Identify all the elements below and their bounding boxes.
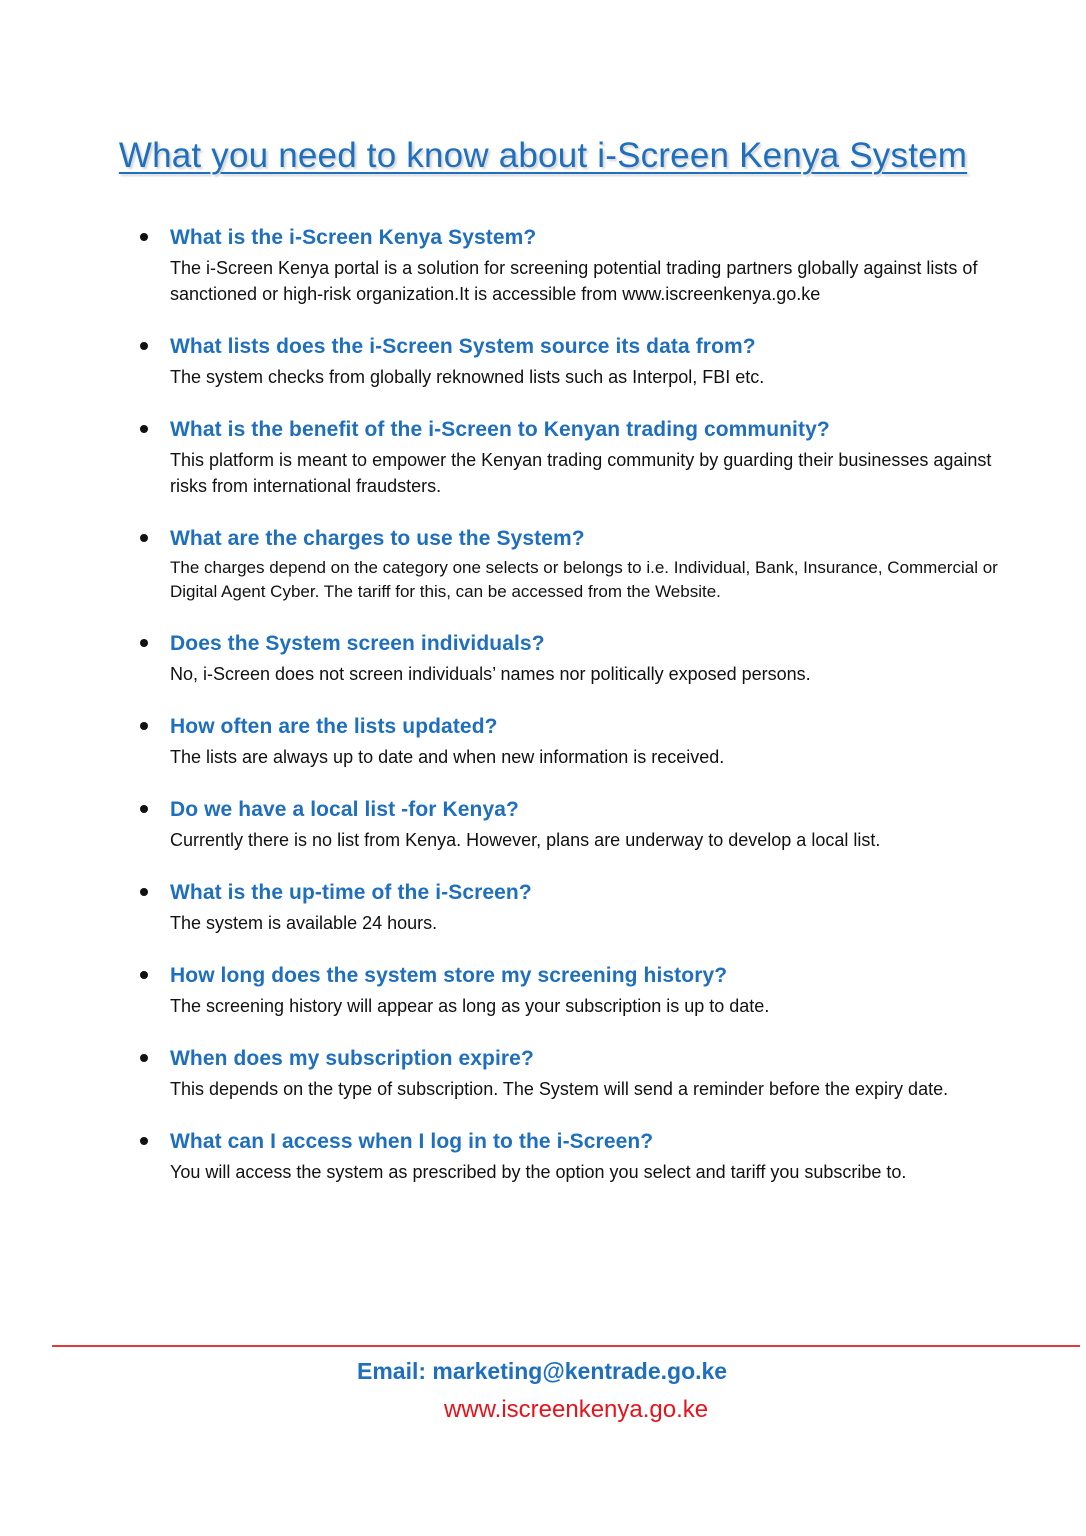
bullet-icon bbox=[140, 342, 148, 350]
bullet-icon bbox=[140, 805, 148, 813]
faq-item bbox=[140, 413, 1020, 499]
faq-question: What is the i-Screen Kenya System? bbox=[170, 226, 537, 249]
faq-answer: The lists are always up to date and when new information is received. bbox=[170, 747, 725, 767]
bullet-icon bbox=[140, 1137, 148, 1145]
bullet-icon bbox=[140, 233, 148, 241]
bullet-icon bbox=[140, 639, 148, 647]
faq-answer: The system is available 24 hours. bbox=[170, 913, 438, 933]
faq-list bbox=[140, 221, 1020, 1208]
faq-item bbox=[140, 959, 1020, 1019]
bullet-icon bbox=[140, 722, 148, 730]
faq-answer: The screening history will appear as long as your subscription is up to date. bbox=[170, 996, 770, 1016]
faq-answer: The i-Screen Kenya portal is a solution for screening potential trading partners globally against lists of sanctioned or high-risk organization.It is accessible from www.iscreenkenya.go.ke bbox=[170, 258, 978, 304]
bullet-icon bbox=[140, 425, 148, 433]
faq-question: What lists does the i-Screen System source its data from? bbox=[170, 335, 756, 358]
faq-answer: Currently there is no list from Kenya. However, plans are underway to develop a local list. bbox=[170, 830, 881, 850]
faq-question: When does my subscription expire? bbox=[170, 1047, 534, 1070]
faq-question: What are the charges to use the System? bbox=[170, 527, 585, 550]
contact-email: Email: marketing@kentrade.go.ke bbox=[357, 1358, 728, 1384]
page-title: What you need to know about i-Screen Kenya System bbox=[118, 136, 968, 175]
faq-item bbox=[140, 793, 1020, 853]
faq-item bbox=[140, 627, 1020, 687]
faq-question: What can I access when I log in to the i-Screen? bbox=[170, 1130, 654, 1153]
footer-divider bbox=[52, 1345, 1080, 1347]
faq-answer: The system checks from globally reknowned lists such as Interpol, FBI etc. bbox=[170, 367, 765, 387]
faq-question: How often are the lists updated? bbox=[170, 715, 498, 738]
faq-answer: No, i-Screen does not screen individuals’ names nor politically exposed persons. bbox=[170, 664, 811, 684]
website-link[interactable]: www.iscreenkenya.go.ke bbox=[444, 1396, 709, 1423]
faq-item bbox=[140, 1125, 1020, 1185]
faq-item bbox=[140, 330, 1020, 390]
faq-question: What is the up-time of the i-Screen? bbox=[170, 881, 532, 904]
faq-answer: You will access the system as prescribed by the option you select and tariff you subscribe to. bbox=[170, 1162, 907, 1182]
faq-item bbox=[140, 1042, 1020, 1102]
bullet-icon bbox=[140, 971, 148, 979]
faq-question: Do we have a local list -for Kenya? bbox=[170, 798, 519, 821]
bullet-icon bbox=[140, 534, 148, 542]
faq-answer: This platform is meant to empower the Kenyan trading community by guarding their businesses against risks from international fraudsters. bbox=[170, 450, 992, 496]
bullet-icon bbox=[140, 1054, 148, 1062]
bullet-icon bbox=[140, 888, 148, 896]
faq-question: Does the System screen individuals? bbox=[170, 632, 545, 655]
faq-item bbox=[140, 221, 1020, 307]
faq-answer: This depends on the type of subscription. The System will send a reminder before the expiry date. bbox=[170, 1079, 949, 1099]
faq-answer: The charges depend on the category one selects or belongs to i.e. Individual, Bank, Insurance, Commercial or Digital Agent Cyber. The tariff for this, can be accessed from the Website. bbox=[170, 558, 998, 601]
faq-question: What is the benefit of the i-Screen to Kenyan trading community? bbox=[170, 418, 830, 441]
faq-item bbox=[140, 876, 1020, 936]
faq-item bbox=[140, 710, 1020, 770]
faq-item bbox=[140, 522, 1020, 604]
faq-question: How long does the system store my screening history? bbox=[170, 964, 728, 987]
